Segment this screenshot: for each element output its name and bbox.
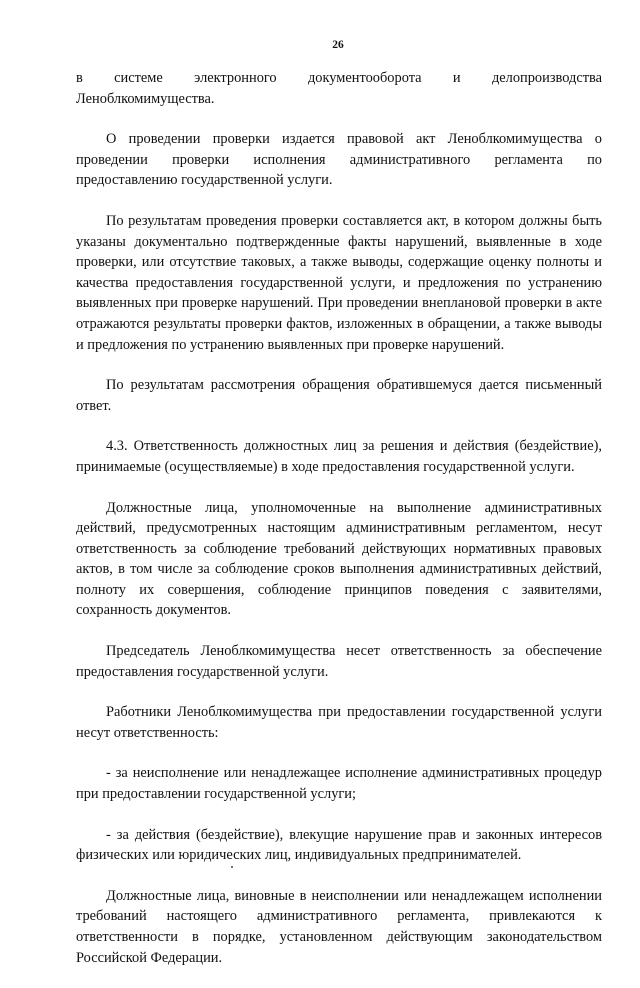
- paragraph-audit-act: О проведении проверки издается правовой акт Леноблкомимущества о проведении проверки исполнения административного регламента по предоставлению государственной услуги.: [76, 131, 602, 189]
- paragraph-chairman-responsibility: Председатель Леноблкомимущества несет ответственность за обеспечение предоставления государственной услуги.: [76, 643, 602, 680]
- paragraph-written-response: По результатам рассмотрения обращения обратившемуся дается письменный ответ.: [76, 377, 602, 414]
- paragraph-liability: Должностные лица, виновные в неисполнении или ненадлежащем исполнении требований настоящего административного регламента, привлекаются к ответственности в порядке, установленном действующим законодательством Российской Федерации.: [76, 887, 602, 966]
- paragraph-audit-results: По результатам проведения проверки составляется акт, в котором должны быть указаны документально подтвержденные факты нарушений, выявленные в ходе проверки, или отсутствие таковых, а также выводы, содержащие оценку полноты и качества предоставления государственной услуги, и предложения по устранению выявленных при проверке нарушений. При проведении внеплановой проверки в акте отражаются результаты проверки фактов, изложенных в обращении, а также выводы и предложения по устранению выявленных при проверке нарушений.: [76, 212, 602, 353]
- page-number: 26: [332, 39, 344, 51]
- list-item-actions-violation: - за действия (бездействие), влекущие нарушение прав и законных интересов физических или юридических лиц, индивидуальных предпринимателей.: [76, 826, 602, 864]
- paragraph-employees-responsibility: Работники Леноблкомимущества при предоставлении государственной услуги несут ответственность:: [76, 704, 602, 741]
- section-heading-4-3: 4.3. Ответственность должностных лиц за решения и действия (бездействие), принимаемые (осуществляемые) в ходе предоставления государственной услуги.: [76, 438, 602, 475]
- paragraph-continuation: в системе электронного документооборота и делопроизводства Леноблкомимущества.: [76, 70, 602, 107]
- paragraph-officials-responsibility: Должностные лица, уполномоченные на выполнение административных действий, предусмотренных настоящим административным регламентом, несут ответственность за соблюдение требований действующих нормативных правовых актов, в том числе за соблюдение сроков выполнения административных действий, полноту их совершения, соблюдение принципов поведения с заявителями, сохранность документов.: [76, 499, 602, 619]
- document-body: [76, 68, 602, 988]
- list-item-nonperformance: - за неисполнение или ненадлежащее исполнение административных процедур при предоставлении государственной услуги;: [76, 765, 602, 803]
- scan-speck: [231, 866, 233, 868]
